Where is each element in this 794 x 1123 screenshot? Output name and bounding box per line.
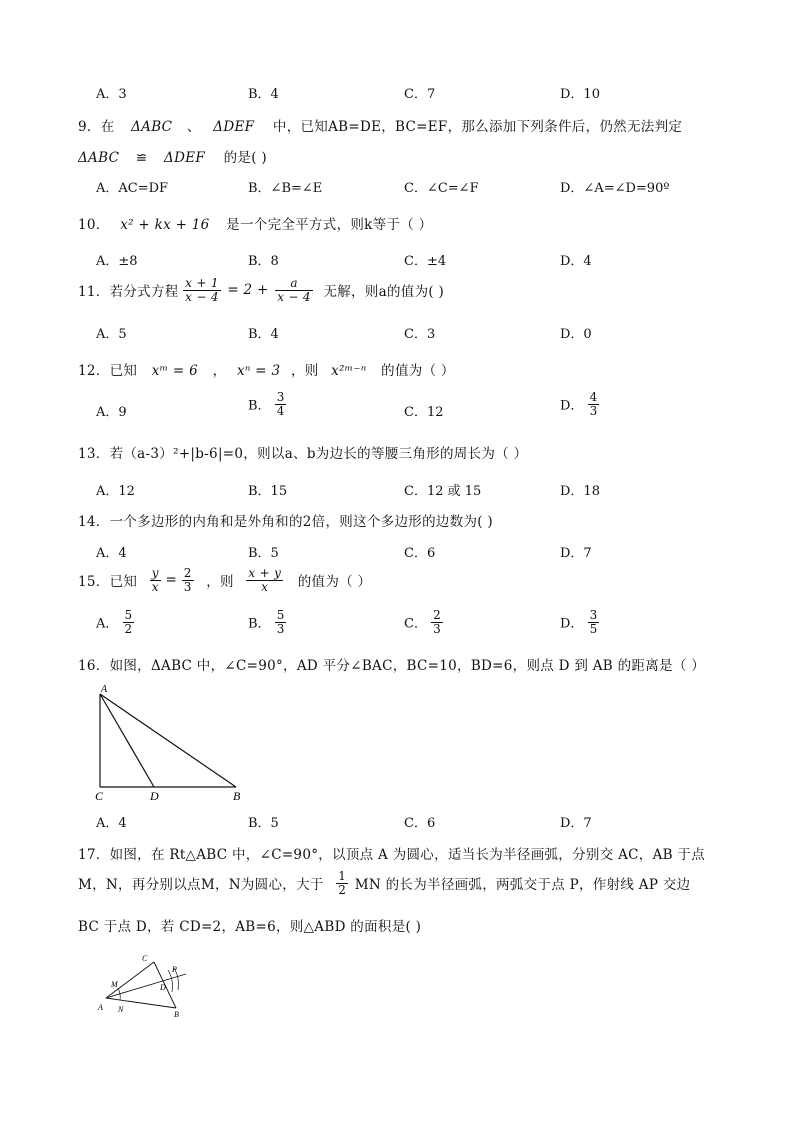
q17-line2-start: M，N，再分别以点M，N为圆心，大于 — [78, 877, 324, 894]
q16-option-a[interactable]: A．4 — [96, 816, 127, 831]
q16-option-b[interactable]: B．5 — [248, 816, 279, 831]
q9-option-c[interactable]: C．∠C=∠F — [404, 181, 479, 196]
q16-label-a: A — [101, 684, 108, 695]
q10-number: 10． — [78, 217, 110, 233]
q15-fraction-target: $\frac{x + y}{x}$ — [248, 566, 282, 594]
q16-label-d: D — [150, 789, 159, 803]
q16-stem: 16．如图，ΔABC 中，∠C=90°，AD 平分∠BAC，BC=10，BD=6，则点 D 到 AB 的距离是（ ） — [78, 658, 706, 674]
q10-tail-text: 是一个完全平方式，则k等于（ ） — [226, 217, 433, 233]
q10-expression: x² + kx + 16 — [120, 217, 210, 233]
q15-option-c-fraction: $\frac{2}{3}$ — [433, 608, 441, 636]
q10-option-c[interactable]: C．±4 — [404, 254, 447, 269]
q12-option-c[interactable]: C．12 — [404, 405, 444, 420]
q10-option-d[interactable]: D．4 — [560, 254, 592, 269]
q12-number: 12．已知 — [78, 363, 138, 379]
q17-stem-line1: 17．如图，在 Rt△ABC 中，∠C=90°，以顶点 A 为圆心，适当长为半径画弧，分别交 AC，AB 于点 — [78, 847, 706, 863]
q17-stem-line3: BC 于点 D，若 CD=2，AB=6，则△ABD 的面积是( ) — [78, 919, 422, 935]
q13-option-a[interactable]: A．12 — [96, 484, 135, 499]
q11-stem — [78, 277, 444, 303]
q16-label-b: B — [233, 789, 241, 803]
q11-option-c[interactable]: C．3 — [404, 327, 436, 342]
q16-side-ab — [100, 694, 236, 787]
q15-fraction-two-thirds: $\frac{2}{3}$ — [183, 566, 192, 594]
q16-label-c: C — [95, 789, 104, 803]
q11-tail-text: 无解，则a的值为( ) — [323, 284, 445, 301]
q15-then: ，则 — [206, 574, 234, 591]
q15-option-a[interactable]: A． $\frac{5}{2}$ — [96, 608, 133, 636]
q15-tail-text: 的值为（ ） — [297, 574, 372, 591]
q14-stem: 14．一个多边形的内角和是外角和的2倍，则这个多边形的边数为( ) — [78, 514, 493, 530]
q11-fraction-right: $\frac{a}{x - 4}$ — [277, 276, 311, 304]
q12-option-d-fraction: $\frac{4}{3}$ — [589, 390, 598, 418]
q15-option-d[interactable]: D． $\frac{3}{5}$ — [560, 608, 598, 636]
q10-option-a[interactable]: A．±8 — [96, 254, 138, 269]
q12-option-d[interactable]: D． $\frac{4}{3}$ — [560, 390, 598, 418]
q9-triangle-def: ΔDEF — [213, 119, 255, 135]
q16-triangle-figure — [92, 682, 252, 804]
q11-option-a[interactable]: A．5 — [96, 327, 127, 342]
q9-separator: 、 — [186, 119, 201, 135]
q9-line2-triangle-abc: ΔABC — [78, 150, 120, 166]
q15-option-c[interactable]: C． $\frac{2}{3}$ — [404, 608, 441, 636]
q17-label-d: D — [160, 983, 166, 992]
q9-condition-text: 中，已知AB=DE，BC=EF，那么添加下列条件后，仍然无法判定 — [272, 119, 683, 135]
q14-option-b[interactable]: B．5 — [248, 546, 279, 561]
q16-option-d[interactable]: D．7 — [560, 816, 592, 831]
q14-option-d[interactable]: D．7 — [560, 546, 592, 561]
q12-option-b-fraction: $\frac{3}{4}$ — [276, 390, 285, 418]
q17-label-b: B — [174, 1010, 179, 1019]
q17-fraction-half: $\frac{1}{2}$ — [338, 869, 347, 897]
q11-option-d[interactable]: D．0 — [560, 327, 592, 342]
q14-option-a[interactable]: A．4 — [96, 546, 127, 561]
q9-congruent-symbol: ≌ — [135, 150, 148, 166]
q9-stem-line1 — [78, 115, 682, 135]
q13-stem: 13．若（a-3）²+|b-6|=0，则以a、b为边长的等腰三角形的周长为（ ） — [78, 446, 528, 462]
q8-option-d[interactable]: D．10 — [560, 87, 600, 102]
q9-tail-text: 的是( ) — [223, 150, 267, 166]
q13-option-b[interactable]: B．15 — [248, 484, 288, 499]
q11-option-b[interactable]: B．4 — [248, 327, 279, 342]
q15-fraction-y-over-x: $\frac{y}{x}$ — [151, 566, 159, 594]
q15-option-d-fraction: $\frac{3}{5}$ — [589, 608, 598, 636]
q9-option-d[interactable]: D．∠A=∠D=90º — [560, 181, 670, 196]
q11-equals: = 2 + — [227, 282, 269, 299]
q16-option-c[interactable]: C．6 — [404, 816, 436, 831]
q12-expression-2: xⁿ = 3 — [236, 363, 281, 379]
q9-line2-triangle-def: ΔDEF — [164, 150, 206, 166]
q16-segment-ad — [100, 694, 154, 787]
q17-side-ab — [106, 998, 176, 1008]
q17-label-a: A — [98, 1003, 103, 1012]
q8-option-b[interactable]: B．4 — [248, 87, 279, 102]
q12-stem — [78, 359, 455, 379]
q15-option-a-fraction: $\frac{5}{2}$ — [124, 608, 133, 636]
q9-stem-line2 — [78, 146, 267, 166]
q9-option-b[interactable]: B．∠B=∠E — [248, 181, 323, 196]
q13-option-d[interactable]: D．18 — [560, 484, 600, 499]
q11-fraction-left: $\frac{x + 1}{x - 4}$ — [185, 276, 219, 304]
q17-ray-ap — [106, 974, 186, 998]
q9-number: 9．在 — [78, 119, 115, 135]
q8-option-a[interactable]: A．3 — [96, 87, 127, 102]
q15-option-b-fraction: $\frac{5}{3}$ — [276, 608, 285, 636]
q12-expression-3: x²ᵐ⁻ⁿ — [331, 363, 367, 379]
q12-then: ，则 — [290, 363, 319, 379]
q8-option-c[interactable]: C．7 — [404, 87, 436, 102]
q10-option-b[interactable]: B．8 — [248, 254, 279, 269]
q12-option-b[interactable]: B． $\frac{3}{4}$ — [248, 390, 285, 418]
q9-triangle-abc: ΔABC — [131, 119, 173, 135]
q12-option-a[interactable]: A．9 — [96, 405, 127, 420]
q17-label-n: N — [118, 1005, 124, 1014]
q17-stem-line2 — [78, 870, 690, 896]
q15-equals: = — [165, 572, 178, 589]
q17-label-c: C — [142, 954, 148, 963]
q15-option-b[interactable]: B． $\frac{5}{3}$ — [248, 608, 285, 636]
q12-comma: ， — [212, 363, 227, 379]
q12-expression-1: xᵐ = 6 — [151, 363, 198, 379]
q13-option-c[interactable]: C．12 或 15 — [404, 484, 482, 499]
q17-construction-figure — [94, 950, 194, 1020]
q9-option-a[interactable]: A．AC=DF — [96, 181, 169, 196]
q17-line2-end: MN 的长为半径画弧，两弧交于点 P，作射线 AP 交边 — [354, 877, 691, 894]
q15-stem — [78, 567, 371, 593]
q12-tail-text: 的值为（ ） — [381, 363, 455, 379]
q15-number: 15．已知 — [78, 574, 138, 591]
q17-label-m: M — [111, 980, 118, 989]
q14-option-c[interactable]: C．6 — [404, 546, 436, 561]
q17-label-p: P — [172, 965, 177, 974]
q10-stem — [78, 213, 432, 233]
q11-number: 11．若分式方程 — [78, 284, 179, 301]
